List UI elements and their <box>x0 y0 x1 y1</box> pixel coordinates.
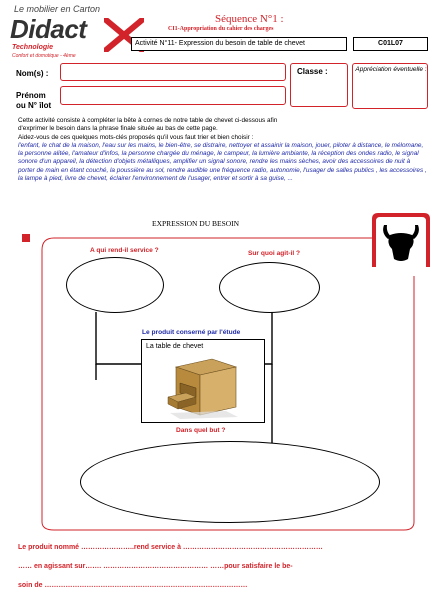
cardboard-nightstand-image <box>166 353 246 421</box>
ellipse-who[interactable] <box>66 257 164 313</box>
prenom-field[interactable] <box>60 86 286 105</box>
instructions <box>18 117 428 183</box>
ellipse-what[interactable] <box>219 262 320 313</box>
noms-label: Nom(s) : <box>16 69 49 78</box>
question-purpose: Dans quel but ? <box>176 427 226 434</box>
classe-field[interactable] <box>290 63 348 107</box>
ellipse-purpose[interactable] <box>80 441 380 523</box>
logo <box>8 4 148 64</box>
question-what: Sur quoi agit-il ? <box>248 250 301 257</box>
intro-line-1: Cette activité consiste à compléter la bête à cornes de notre table de chevet ci-dessous afin <box>18 117 278 124</box>
logo-subtitle: Technologie <box>12 44 53 51</box>
noms-field[interactable] <box>60 63 286 81</box>
product-name: La table de chevet <box>146 343 204 350</box>
code: C01L07 <box>378 40 403 47</box>
classe-label: Classe : <box>297 67 328 76</box>
intro-line-3: Aidez-vous de ces quelques mots-clés proposés qu'il vous faut trier et bien choisir : <box>18 133 254 141</box>
appreciation-label: Appréciation éventuelle : <box>355 66 427 73</box>
product-label: Le produit conserné par l'étude <box>142 329 241 336</box>
sequence-title: Séquence N°1 : <box>215 13 284 25</box>
conclusion-line-3: soin de …………………………………………………………………………… <box>18 582 248 589</box>
intro-line-2: d'exprimer le besoin dans la phrase finale située au bas de cette page. <box>18 125 218 133</box>
code-box <box>353 37 428 51</box>
question-who: A qui rend-il service ? <box>90 247 159 254</box>
ilot-label: ou N° îlot <box>16 101 52 110</box>
appreciation-field[interactable] <box>352 63 428 109</box>
product-box <box>141 339 265 423</box>
activity-box <box>131 37 347 51</box>
logo-subtitle2: Confort et domotique - 4ème <box>12 53 76 59</box>
logo-text: Didact <box>10 14 87 44</box>
conclusion-line-2: …… en agissant sur……. ……………………………………… ……pour satisfaire le be- <box>18 563 293 570</box>
diagram-title: EXPRESSION DU BESOIN <box>152 219 240 228</box>
prenom-label: Prénom <box>16 91 46 100</box>
activity-title: Activité N°11- Expression du besoin de table de chevet <box>135 40 305 47</box>
tagline: Le mobilier en Carton <box>14 4 101 14</box>
sequence-subtitle: CI1-Appropriation du cahier des charges <box>168 26 274 32</box>
conclusion-line-1: Le produit nommé …………………..rend service à …………………………………………………… <box>18 544 323 551</box>
keyword-list: l'enfant, le chat de la maison, l'eau sur les mains, le bien-être, se distraire, nettoyer et assainir la maison, jouer, piloter à distance, le mélomane, la personne alitée, l'amateur d'infos, la personne chargée du ménage, le campeur, la lumière ambiante, la réception des ondes radio, le signal sonore d'un appareil, la détection d'objets métalliques, amplifier un signal sonore, rendre les mains sèches, avoir des accessoires de nuit à porter de main en étant couché, la poussière au sol, rendre audible une fréquence radio, autonomie, l'usager de salles publics , les accessoires , la lampe à pied, livre de chevet, éclairer l'environnement de l'usager, entrer et sortir à sa guise, ... <box>18 141 427 183</box>
